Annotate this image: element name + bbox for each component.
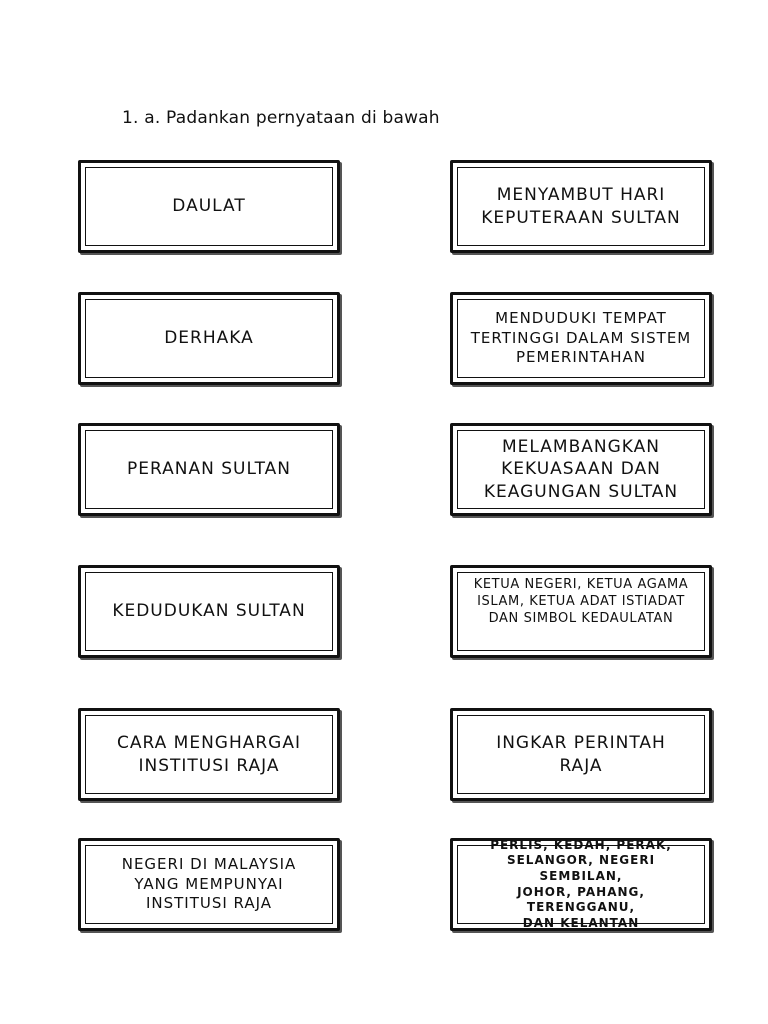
question-title: 1. a. Padankan pernyataan di bawah (122, 108, 440, 128)
left-box-2[interactable] (78, 292, 340, 385)
left-box-5-text: CARA MENGHARGAI INSTITUSI RAJA (117, 733, 301, 776)
left-box-1[interactable] (78, 160, 340, 253)
right-box-3-frame (457, 430, 705, 509)
left-box-5[interactable] (78, 708, 340, 801)
right-box-3-text: MELAMBANGKAN KEKUASAAN DAN KEAGUNGAN SULTAN (483, 437, 679, 502)
right-box-2[interactable] (450, 292, 712, 385)
left-box-1-text: DAULAT (172, 196, 246, 217)
left-box-6-frame (85, 845, 333, 924)
right-box-2-frame (457, 299, 705, 378)
right-box-1-text: MENYAMBUT HARI KEPUTERAAN SULTAN (481, 185, 681, 228)
left-box-6-text: NEGERI DI MALAYSIA YANG MEMPUNYAI INSTITUSI RAJA (121, 855, 297, 913)
right-box-4[interactable] (450, 565, 712, 658)
right-box-5-frame (457, 715, 705, 794)
right-box-6-text: PERLIS, KEDAH, PERAK, SELANGOR, NEGERI SEMBILAN, JOHOR, PAHANG, TERENGGANU, DAN KELANTAN (490, 837, 672, 930)
left-box-2-text: DERHAKA (164, 328, 254, 349)
left-box-2-frame (85, 299, 333, 378)
left-box-4-text: KEDUDUKAN SULTAN (112, 601, 306, 622)
left-box-6[interactable] (78, 838, 340, 931)
right-box-1[interactable] (450, 160, 712, 253)
left-box-3[interactable] (78, 423, 340, 516)
right-box-6[interactable] (450, 838, 712, 931)
left-box-4[interactable] (78, 565, 340, 658)
right-box-1-frame (457, 167, 705, 246)
right-box-5[interactable] (450, 708, 712, 801)
right-box-2-text: MENDUDUKI TEMPAT TERTINGGI DALAM SISTEM PEMERINTAHAN (470, 309, 692, 367)
right-box-4-text: KETUA NEGERI, KETUA AGAMA ISLAM, KETUA ADAT ISTIADAT DAN SIMBOL KEDAULATAN (473, 577, 689, 626)
left-box-4-frame (85, 572, 333, 651)
left-box-5-frame (85, 715, 333, 794)
right-box-4-frame (457, 572, 705, 651)
left-box-1-frame (85, 167, 333, 246)
right-box-3[interactable] (450, 423, 712, 516)
right-box-5-text: INGKAR PERINTAH RAJA (496, 733, 666, 776)
right-box-6-frame (457, 837, 705, 930)
left-box-3-text: PERANAN SULTAN (127, 459, 291, 480)
left-box-3-frame (85, 430, 333, 509)
